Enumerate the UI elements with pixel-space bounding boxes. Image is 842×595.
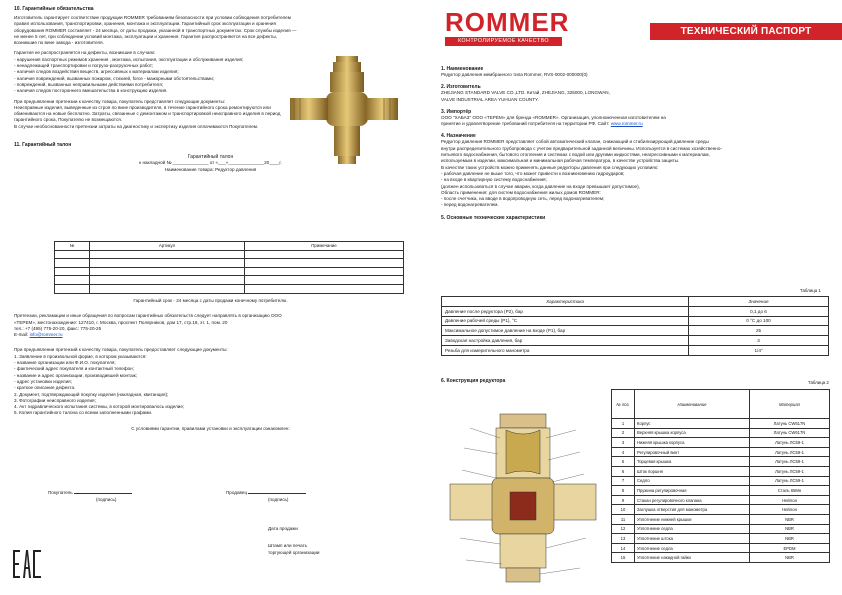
claim-line: 1. Заявление в произвольной форме, в котором указываются: [14,353,147,359]
coupon-cell [55,250,90,259]
intro-block [441,66,721,127]
parts-cell: Латунь ЛС59-1 [750,447,830,457]
coupon-row [55,284,404,293]
tech-cell: 0,1 до 6 [689,306,829,316]
tech-row [442,345,829,355]
purpose-line: внутри распределительного трубопровода с учетом предварительной заданной величины. Используется в системах хозяйственно- [441,145,722,151]
coupon-cell [55,284,90,293]
parts-cell: 6 [612,466,635,476]
passport-banner: ТЕХНИЧЕСКИЙ ПАСПОРТ [650,23,842,40]
contact-line: Претензии, рекламации и иные обращения по вопросам гарантийных обязательств следует направлять в организацию ООО [14,313,282,319]
coupon-col-num: № [55,242,90,251]
warranty-line: - повреждений, вызванных неправильными действиями потребителя; [14,81,164,87]
s2-title: 2. Изготовитель [441,84,481,91]
parts-col-name: Наименование [635,390,750,419]
rommer-logo: ROMMER [445,7,570,37]
claim-line: - название и адрес организации, производившей монтаж; [14,372,137,378]
claim-line: 2. Документ, подтверждающий покупку изделия (накладная, квитанция); [14,391,169,397]
table2-caption: Таблица 2 [808,380,829,385]
claim-line: - название организации или Ф.И.О. покупателя; [14,360,116,366]
left-lower-block [14,298,407,432]
parts-cell: Нейлон [750,505,830,515]
coupon-section-title: 11. Гарантийный талон [14,142,72,149]
s3-line-2: принятие и удовлетворение требований потребителя на территории РФ. Сайт: [441,121,610,127]
coupon-cell [245,276,404,285]
parts-row [612,419,830,429]
purpose-line: - рабочая давление не выше того, что может привести к возникновению гидроударов; [441,170,625,176]
parts-cell: Пружина регулировочная [635,486,750,496]
seller-line [248,493,306,494]
parts-cell: Латунь ЛС59-1 [750,476,830,486]
parts-row [612,514,830,524]
s1-text: Редуктор давления мембранного типа Rommer, RVS-0002-000000(0) [441,72,588,77]
tech-cell: Заводская настройка давления, бар [442,336,689,346]
parts-row [612,543,830,553]
s3-line-1: ООО "ХАБАЗ" ООО «ТЕРЕМ» для бренда «ROMMER». Организация, уполномоченная изготовителем на [441,114,666,120]
coupon-cell [245,284,404,293]
parts-cell: Латунь ЛС59-1 [750,438,830,448]
table1-caption: Таблица 1 [800,288,821,293]
coupon-cell [90,250,245,259]
tech-table-header [442,297,829,307]
coupon-warranty-note: Гарантийный срок - 24 месяца с даты продажи конечному потребителю. [133,298,288,303]
warranty-line: Гарантия не распространяется на дефекты, возникшие в случаях: [14,50,156,56]
warranty-line: При предъявлении претензии к качеству товара, покупатель представляет следующие документы: [14,98,226,104]
coupon-row [55,250,404,259]
acknowledge-text: С условиями гарантии, правилами установки и эксплуатации ознакомлен: [131,425,290,431]
coupon-row [55,267,404,276]
tech-cell: 3 [689,336,829,346]
parts-cell: Уплотнение накидной гайки [635,553,750,563]
coupon-cell [90,276,245,285]
coupon-row [55,259,404,268]
contact-line: тел.: +7 (495) 775-20-20, факс: 775-20-25 [14,325,102,331]
s4-text [441,139,828,208]
coupon-cell [245,267,404,276]
parts-table-header [612,390,830,419]
s2-line-1: ZHEJIANG STANDARD VALVE CO.,LTD. Китай, ZHEJIANG, 325000, LONGWAN, [441,90,610,96]
contact-line: «ТЕРЕМ», местонахождение: 127410, г. Москва, проспект Полярников, дом 17, стр.18, эт. 1, пом. 20 [14,319,228,325]
warranty-line: правил использования, транспортировки, хранения, монтажа и эксплуатации. Гарантийный срок эксплуатации и хранения [14,21,276,27]
warranty-line: В случае необоснованности претензии затраты на диагностику и экспертизу изделия оплачиваются Покупателем. [14,123,259,129]
parts-cell: 4 [612,447,635,457]
parts-cell: Нейлон [750,495,830,505]
parts-cell: 5 [612,457,635,467]
parts-cell: NBR [750,534,830,544]
buyer-line [74,493,132,494]
s5-title: 5. Основные технические характеристики [441,214,546,221]
sale-date: Дата продажи [268,526,298,531]
logo-tagline: КОНТРОЛИРУЕМОЕ КАЧЕСТВО [445,37,562,46]
parts-cell: EPDM [750,543,830,553]
parts-cell: 12 [612,524,635,534]
parts-cell: 3 [612,438,635,448]
parts-row [612,505,830,515]
valve-cross-section-diagram [440,408,606,588]
s4-title: 4. Назначение [441,133,476,140]
parts-col-pos: № поз. [612,390,635,419]
warranty-line: оборудования ROMMER составляет - 24 месяца, от даты продажи, указанной в транспортных документах. Срок службы изделия — [14,27,297,33]
purpose-line: - перед водонагревателем. [441,202,499,208]
parts-row [612,438,830,448]
contacts [14,313,407,332]
parts-row [612,553,830,563]
parts-cell: 1 [612,419,635,429]
tech-cell: Резьба для измерительного манометра [442,345,689,355]
seller-label: Продавец [226,490,248,495]
s3-title: 3. Импортёр [441,108,472,115]
parts-cell: Шток поршня [635,466,750,476]
tech-row [442,336,829,346]
parts-cell: Уплотнение штока [635,534,750,544]
parts-cell: NBR [750,553,830,563]
tech-row [442,306,829,316]
coupon-cell [245,259,404,268]
stamp-line-1: Штамп или печать [268,543,308,548]
parts-row [612,534,830,544]
warranty-line: - наличия следов воздействия веществ, агрессивных к материалам изделия; [14,69,179,75]
parts-cell: Верхняя крышка корпуса [635,428,750,438]
parts-cell: NBR [750,524,830,534]
parts-cell: Латунь CW617N [750,419,830,429]
parts-cell: Уплотнение нижней крышки [635,514,750,524]
warranty-line: Неисправные изделия, выведенные из строя по вине производителя, в течение гарантийного срока ремонтируются или [14,104,271,110]
parts-cell: 11 [612,514,635,524]
email-label: E-mail: [14,332,29,338]
parts-row [612,524,830,534]
coupon-col-article: Артикул [90,242,245,251]
coupon-cell [55,267,90,276]
buyer-sub: (подпись) [96,497,117,502]
parts-cell: Регулировочный винт [635,447,750,457]
buyer-label: Покупатель [48,490,73,495]
claim-line: При предъявлении претензий к качеству товара, покупатель предоставляет следующие документы: [14,347,228,353]
coupon-title: Гарантийный талон [187,154,234,161]
s6-title: 6. Конструкция редуктора [441,378,506,384]
parts-cell: 10 [612,505,635,515]
parts-cell: 13 [612,534,635,544]
parts-cell: Латунь ЛС59-1 [750,457,830,467]
purpose-line: Область применения: для систем водоснабжения жилых домов ROMMER: [441,189,601,195]
tech-col-char: Характеристика [442,297,689,307]
coupon-row [55,276,404,285]
s2-line-2: VALVE INDUSTRIAL AREA YUHUAN COUNTY. [441,96,539,102]
claim-line: 4. Акт гидравлического испытания системы, в которой монтировалось изделие; [14,404,185,410]
parts-cell: 2 [612,428,635,438]
eac-certification-icon [12,546,42,582]
warranty-line: - ненадлежащей транспортировки и погрузо-разгрузочных работ; [14,63,154,69]
warranty-line: возникшие по вине завода - изготовителя. [14,40,104,46]
purpose-line: - на входе в квартирную систему водоснабжения; [441,177,547,183]
warranty-line: - наличия следов постороннего вмешательства в конструкцию изделия. [14,88,168,94]
claim-line: - краткое описание дефекта. [14,385,76,391]
tech-cell: Максимальное допустимое давление на входе (Р1), бар [442,326,689,336]
parts-cell: 9 [612,495,635,505]
coupon-cell [90,267,245,276]
parts-cell: NBR [750,514,830,524]
stamp-line-2: торгующей организации [268,550,320,555]
tech-cell: Давление после редуктора (Р2), бар [442,306,689,316]
email-link[interactable]: info@rommer.ru [29,332,63,338]
tech-cell: 25 [689,326,829,336]
parts-row [612,476,830,486]
purpose-line: Редуктор давления ROMMER представляет собой автоматический клапан, снижающий и стабилизирующий давление среды [441,139,709,145]
tech-col-value: Значение [689,297,829,307]
claim-line: 5. Копия гарантийного талона со всеми заполненными графами. [14,410,153,416]
parts-row [612,495,830,505]
parts-cell: Латунь ЛС59-1 [750,466,830,476]
s1-title: 1. Наименование [441,66,484,72]
coupon-table-header [55,242,404,251]
claim-line: 3. Фотографии неисправного изделия; [14,397,96,403]
purpose-line: используемым в изделии, максимальная и минимальная рабочая температура, в качестве устройства защиты. [441,158,680,164]
parts-cell: Торцевая крышка [635,457,750,467]
seller-signature [226,490,306,502]
tech-row [442,326,829,336]
valve-product-image [286,56,402,166]
coupon-cell [245,250,404,259]
warranty-line: обмениваются на новые бесплатно. Затраты, связанные с демонтажом и транспортировкой неисправного изделия в период [14,111,281,117]
parts-cell: Уплотнение седла [635,524,750,534]
warranty-title: 10. Гарантийные обязательства [14,6,94,12]
parts-cell: Уплотнение седла [635,543,750,553]
purpose-line: (должен использоваться в случае аварии, когда давление на входе превышает допустимое), [441,183,640,189]
parts-col-material: Материал [750,390,830,419]
claim-line: - фактический адрес покупателя и контактный телефон; [14,366,134,372]
parts-cell: Латунь CW617N [750,428,830,438]
parts-cell: Корпус [635,419,750,429]
seller-sub: (подпись) [268,497,289,502]
warranty-line: - нарушения паспортных режимов хранения , монтажа, испытания, эксплуатации и обслуживания изделия; [14,56,244,62]
tech-table [441,296,829,356]
coupon-table [54,241,404,294]
tech-cell: 1/4" [689,345,829,355]
tech-cell: Давление рабочей среды (Р1), °C [442,316,689,326]
tech-row [442,316,829,326]
warranty-line: гарантийного срока, Покупателю не возмещаются. [14,117,123,123]
warranty-line: не менее 5 лет, при соблюдении условий монтажа, эксплуатации и хранения. Гарантия распространяется на все дефекты, [14,33,278,39]
parts-cell: Седло [635,476,750,486]
warranty-line: - наличия повреждений, вызванных пожаром, стихией, force - мажорными обстоятельствами; [14,75,215,81]
parts-cell: 8 [612,486,635,496]
parts-cell: Стакан регулировочного клапана [635,495,750,505]
parts-cell: 7 [612,476,635,486]
buyer-signature [48,490,132,502]
warranty-line: Изготовитель гарантирует соответствие продукции ROMMER требованиям безопасности при условии соблюдения потребителем [14,15,291,20]
purpose-line: - после счетчика, на вводе в водопроводную сеть, перед водонагревателем; [441,196,605,202]
parts-row [612,466,830,476]
coupon-col-note: Примечание [245,242,404,251]
purpose-line: питьевого водоснабжения, бытового отопления и системах с водой или другими жидкостями, неагрессивными к материалам, [441,152,710,158]
parts-row [612,457,830,467]
coupon-cell [55,259,90,268]
purpose-line: В качестве таких устройств можно применять данные редукторы давления при следующих условиях: [441,164,659,170]
parts-cell: 14 [612,543,635,553]
parts-row [612,447,830,457]
site-link[interactable]: www.rommer.ru [610,121,643,127]
coupon-cell [90,284,245,293]
coupon-item-line: Наименование товара: Редуктор давления [164,166,257,172]
claim-line: - адрес установки изделия; [14,378,72,384]
parts-cell: Заглушка отверстия для манометра [635,505,750,515]
parts-row [612,428,830,438]
claims-list [14,347,407,416]
tech-cell: 0 °С до 100 [689,316,829,326]
parts-cell: Нижняя крышка корпуса [635,438,750,448]
parts-table [611,389,830,563]
coupon-invoice-line: к накладной № ______________ от «___»______________20____г. [139,160,282,166]
coupon-cell [90,259,245,268]
header [441,6,828,52]
stamp-block [268,525,319,556]
parts-row [612,486,830,496]
parts-cell: Сталь 65Мн [750,486,830,496]
coupon-cell [55,276,90,285]
parts-cell: 15 [612,553,635,563]
